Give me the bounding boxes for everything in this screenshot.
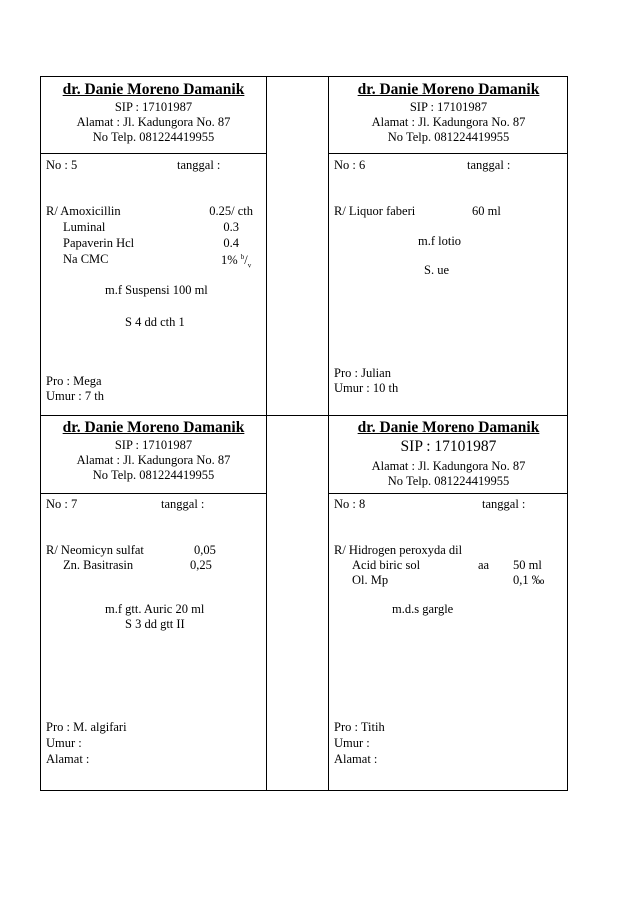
sip-number: SIP : 17101987 xyxy=(114,100,193,114)
rx-item-name: Ol. Mp xyxy=(352,573,389,587)
date-label: tanggal : xyxy=(161,497,205,511)
clinic-address: Alamat : Jl. Kadungora No. 87 xyxy=(76,453,231,467)
rx-item-name: Luminal xyxy=(63,220,106,234)
rx-item-name: Papaverin Hcl xyxy=(63,236,135,250)
doctor-name: dr. Danie Moreno Damanik xyxy=(357,419,540,436)
date-label: tanggal : xyxy=(177,158,221,172)
rx-item-dose: 0,25 xyxy=(190,558,212,572)
rx-item-dose: 0,1 ‰ xyxy=(513,573,545,587)
prescription-card-8 xyxy=(328,415,569,792)
patient-name: Pro : Mega xyxy=(46,374,102,388)
sip-number: SIP : 17101987 xyxy=(114,438,193,452)
patient-age: Umur : 10 th xyxy=(334,381,399,395)
doctor-name: dr. Danie Moreno Damanik xyxy=(62,81,245,98)
clinic-address: Alamat : Jl. Kadungora No. 87 xyxy=(76,115,231,129)
rx-item-name: Na CMC xyxy=(63,252,109,266)
compounding-instruction: m.d.s gargle xyxy=(392,602,454,616)
prescription-card-6 xyxy=(328,77,569,415)
rx-item-dose: 1% $^b/_v$ xyxy=(221,253,252,270)
sip-number: SIP : 17101987 xyxy=(400,438,497,455)
rx-number: No : 5 xyxy=(46,158,78,172)
patient-age: Umur : xyxy=(46,736,82,750)
compounding-instruction: m.f lotio xyxy=(418,234,462,248)
rx-item-dose: 0,05 xyxy=(194,543,216,557)
patient-age: Umur : 7 th xyxy=(46,389,104,403)
signa-instruction: S 4 dd cth 1 xyxy=(125,315,185,329)
phone-number: No Telp. 081224419955 xyxy=(387,474,510,488)
date-label: tanggal : xyxy=(467,158,511,172)
rx-item-name: R/ Liquor faberi xyxy=(334,204,416,218)
rx-item-aa: aa xyxy=(478,558,490,572)
rx-number: No : 6 xyxy=(334,158,366,172)
compounding-instruction: m.f Suspensi 100 ml xyxy=(105,283,208,297)
doctor-name: dr. Danie Moreno Damanik xyxy=(62,419,245,436)
rx-item-name: Acid biric sol xyxy=(352,558,421,572)
phone-number: No Telp. 081224419955 xyxy=(387,130,510,144)
rx-item-dose: 0.4 xyxy=(223,236,239,250)
patient-address: Alamat : xyxy=(46,752,90,766)
phone-number: No Telp. 081224419955 xyxy=(92,130,215,144)
prescription-sheet xyxy=(40,76,568,791)
sip-number: SIP : 17101987 xyxy=(409,100,488,114)
patient-age: Umur : xyxy=(334,736,370,750)
patient-name: Pro : M. algifari xyxy=(46,720,127,734)
column-divider-left xyxy=(266,77,267,790)
patient-address: Alamat : xyxy=(334,752,378,766)
rx-item-name: Zn. Basitrasin xyxy=(63,558,134,572)
signa-instruction: S. ue xyxy=(424,263,449,277)
clinic-address: Alamat : Jl. Kadungora No. 87 xyxy=(371,459,526,473)
rx-item-dose: 0.25/ cth xyxy=(209,204,253,218)
patient-name: Pro : Julian xyxy=(334,366,391,380)
rx-item-dose: 60 ml xyxy=(472,204,501,218)
rx-title: R/ Hidrogen peroxyda dil xyxy=(334,543,463,557)
prescription-card-5 xyxy=(41,77,266,415)
rx-item-dose: 50 ml xyxy=(513,558,542,572)
doctor-name: dr. Danie Moreno Damanik xyxy=(357,81,540,98)
date-label: tanggal : xyxy=(482,497,526,511)
prescription-card-7 xyxy=(41,415,266,792)
rx-item-dose: 0.3 xyxy=(223,220,239,234)
rx-item-name: R/ Amoxicillin xyxy=(46,204,121,218)
clinic-address: Alamat : Jl. Kadungora No. 87 xyxy=(371,115,526,129)
rx-number: No : 7 xyxy=(46,497,78,511)
phone-number: No Telp. 081224419955 xyxy=(92,468,215,482)
rx-number: No : 8 xyxy=(334,497,366,511)
patient-name: Pro : Titih xyxy=(334,720,385,734)
signa-instruction: S 3 dd gtt II xyxy=(125,617,185,631)
compounding-instruction: m.f gtt. Auric 20 ml xyxy=(105,602,205,616)
rx-item-name: R/ Neomicyn sulfat xyxy=(46,543,144,557)
